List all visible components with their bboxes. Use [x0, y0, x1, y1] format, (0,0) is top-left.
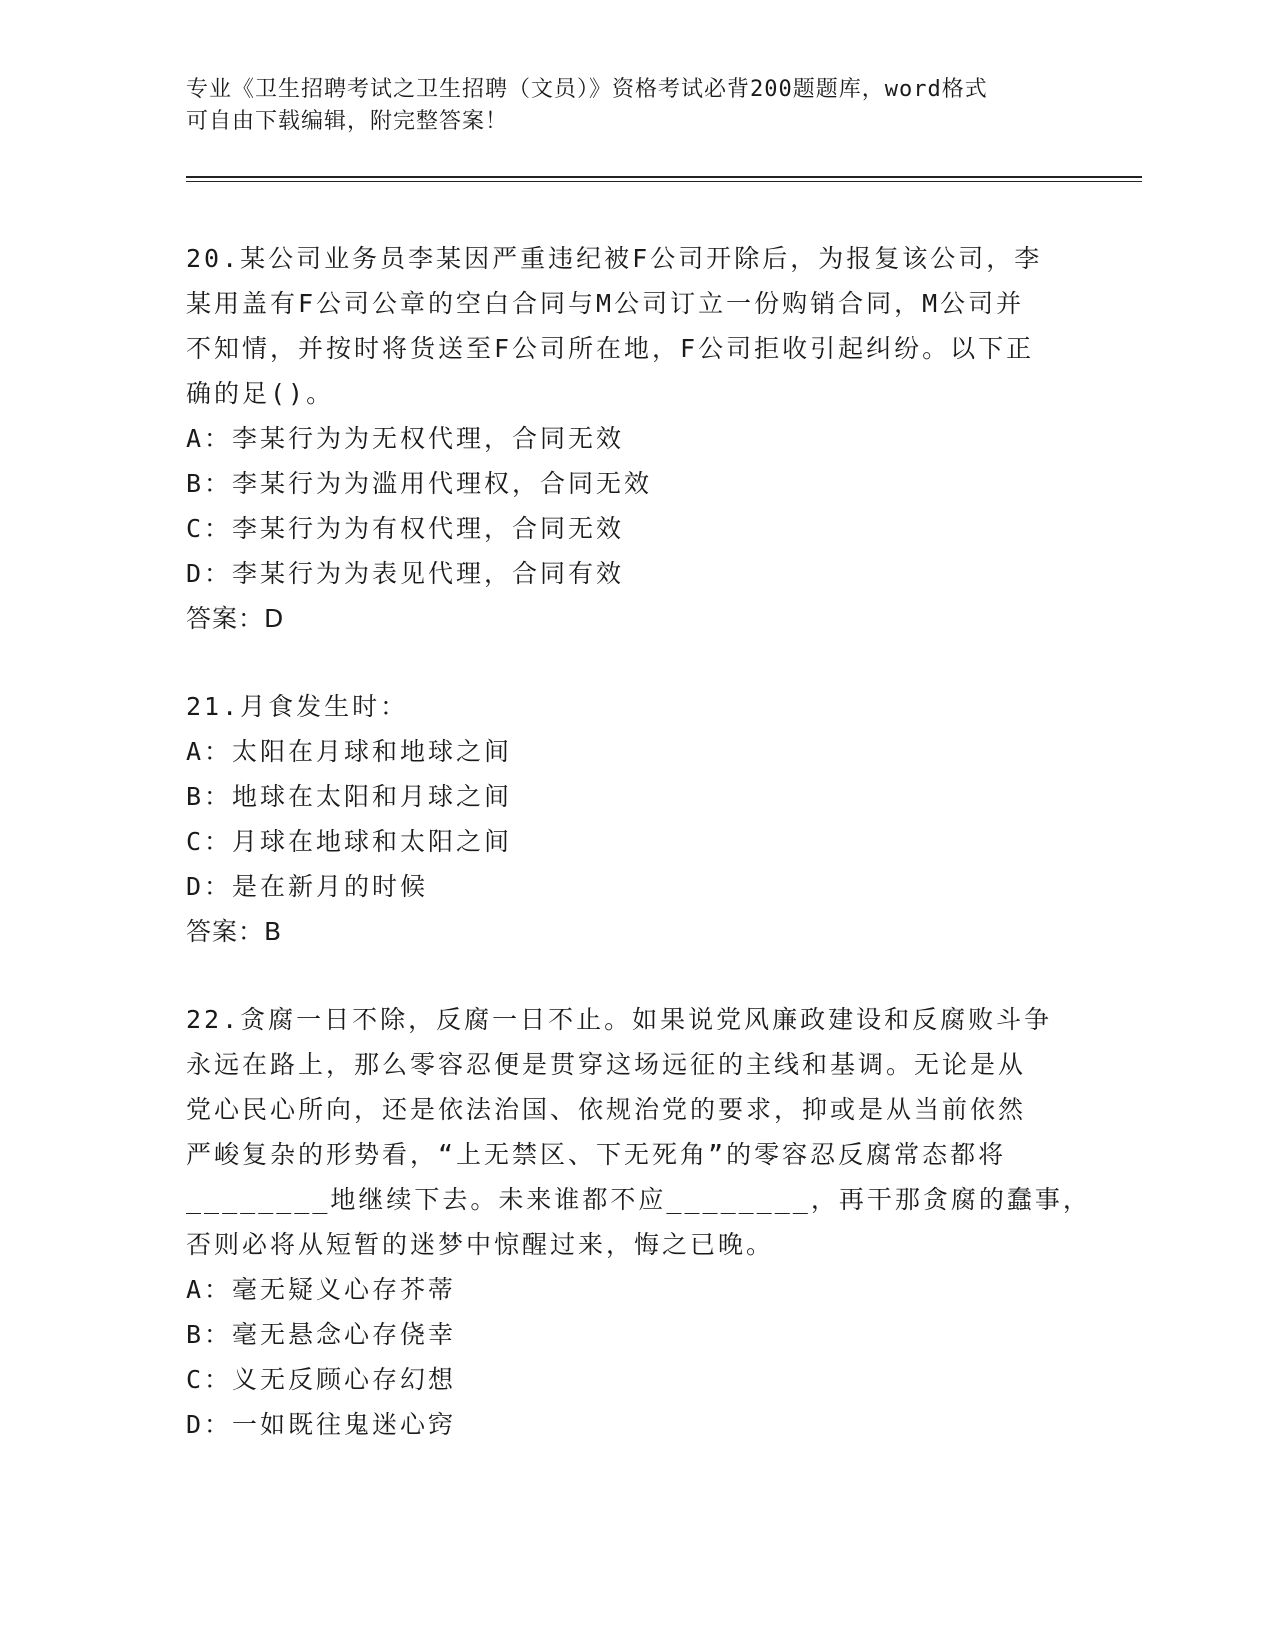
document-header: [186, 74, 1086, 138]
option-c: C：月球在地球和太阳之间: [186, 827, 513, 856]
question-text-line: 永远在路上，那么零容忍便是贯穿这场远征的主线和基调。无论是从: [186, 1050, 1027, 1079]
header-title-line-1: 专业《卫生招聘考试之卫生招聘（文员）》资格考试必背200题题库，word格式: [186, 77, 988, 102]
question-text-line: ________地继续下去。未来谁都不应________，再干那贪腐的蠢事，: [186, 1185, 1091, 1214]
answer-label: 答案：B: [186, 917, 283, 946]
question-text-line: 22.贪腐一日不除，反腐一日不止。如果说党风廉政建设和反腐败斗争: [186, 1005, 1053, 1034]
option-d: D：李某行为为表见代理，合同有效: [186, 559, 625, 588]
question-text-line: 否则必将从短暂的迷梦中惊醒过来，悔之已晚。: [186, 1230, 775, 1259]
answer-label: 答案：D: [186, 604, 285, 633]
question-text-line: 不知情，并按时将货送至F公司所在地，F公司拒收引起纠纷。以下正: [186, 334, 1035, 363]
question-22: [186, 997, 1091, 1447]
option-a: A：李某行为为无权代理，合同无效: [186, 424, 625, 453]
option-c: C：李某行为为有权代理，合同无效: [186, 514, 625, 543]
question-text-line: 严峻复杂的形势看，“上无禁区、下无死角”的零容忍反腐常态都将: [186, 1140, 1007, 1169]
question-text-line: 确的足()。: [186, 379, 335, 408]
header-divider-thin: [186, 181, 1142, 182]
option-a: A：毫无疑义心存芥蒂: [186, 1275, 457, 1304]
option-b: B：地球在太阳和月球之间: [186, 782, 513, 811]
option-a: A：太阳在月球和地球之间: [186, 737, 513, 766]
question-text-line: 21.月食发生时：: [186, 692, 409, 721]
header-title-line-2: 可自由下载编辑，附完整答案！: [186, 109, 509, 134]
question-list: [186, 236, 1091, 1447]
option-b: B：毫无悬念心存侥幸: [186, 1320, 457, 1349]
option-c: C：义无反顾心存幻想: [186, 1365, 457, 1394]
question-text-line: 党心民心所向，还是依法治国、依规治党的要求，抑或是从当前依然: [186, 1095, 1027, 1124]
header-divider-thick: [186, 176, 1142, 178]
option-d: D：是在新月的时候: [186, 872, 429, 901]
question-20: [186, 236, 1066, 641]
question-21: [186, 684, 1066, 954]
option-b: B：李某行为为滥用代理权，合同无效: [186, 469, 653, 498]
option-d: D：一如既往鬼迷心窍: [186, 1410, 457, 1439]
question-text-line: 20.某公司业务员李某因严重违纪被F公司开除后，为报复该公司，李: [186, 244, 1043, 273]
question-text-line: 某用盖有F公司公章的空白合同与M公司订立一份购销合同，M公司并: [186, 289, 1025, 318]
